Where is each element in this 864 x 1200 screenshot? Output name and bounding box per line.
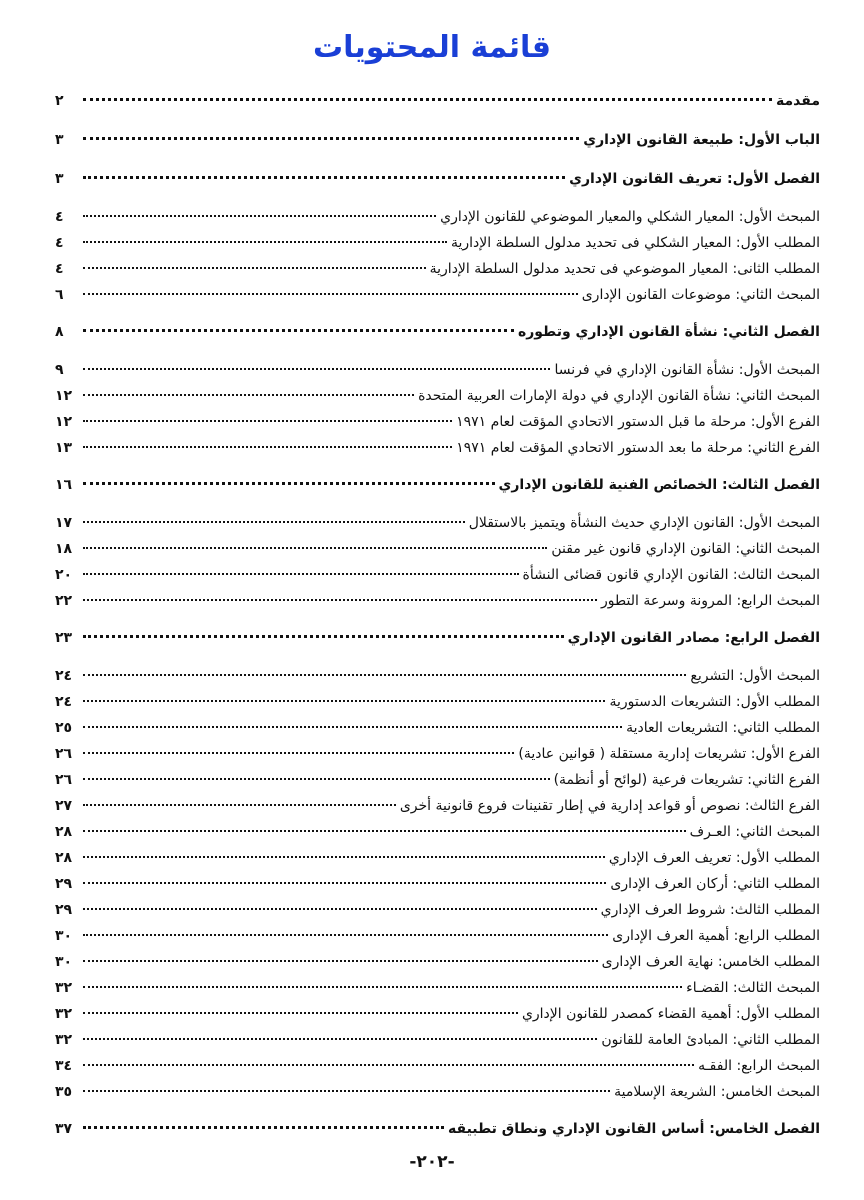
dot-leader [83,547,547,549]
toc-entry-page-number: ٤ [55,261,64,277]
toc-entry-label: الفصل الثالث: الخصائص الفنية للقانون الإداري [498,477,820,493]
toc-entry [55,1115,820,1144]
dot-leader [83,804,396,806]
toc-entry-label: المطلب الأول: أهمية القضاء كمصدر للقانون الإداري [521,1006,820,1022]
dot-leader [83,368,550,370]
toc-entry-label: الفصل الخامس: أساس القانون الإداري ونطاق تطبيقه [448,1121,820,1137]
dot-leader [83,674,686,676]
toc-entry [55,1079,820,1105]
toc-entry-label: المبحث الثاني: العـرف [689,824,820,840]
page-title: قائمة المحتويات [313,30,551,65]
toc-entry-page-number: ٢٦ [55,746,73,762]
toc-entry-page-number: ٣ [55,132,64,148]
toc-entry-page-number: ٢ [55,93,64,109]
toc-entry-label: الفصل الرابع: مصادر القانون الإداري [567,630,820,646]
toc-entry-label: المبحث الرابع: المرونة وسرعة التطور [601,593,820,609]
toc-entry-page-number: ٣٠ [55,928,73,944]
page-number: -٢٠٢- [409,1152,455,1172]
toc-entry [55,318,820,347]
toc-entry [55,689,820,715]
toc-entry-label: الباب الأول: طبيعة القانون الإداري [583,132,820,148]
toc-entry-page-number: ٢٥ [55,720,73,736]
toc-entry-page-number: ٢٠ [55,567,73,583]
toc-entry-page-number: ١٦ [55,477,73,493]
dot-leader [83,1126,444,1129]
toc-entry [55,165,820,194]
toc-entry-label: الفرع الثاني: تشريعات فرعية (لوائح أو أنظمة) [553,772,820,788]
dot-leader [83,573,519,575]
toc-entry-label: المبحث الأول: التشريع [690,668,820,684]
toc-entry [55,87,820,116]
dot-leader [83,293,578,295]
dot-leader [83,934,608,936]
dot-leader [83,882,606,884]
toc-entry [55,845,820,871]
toc-entry-label: المطلب الثاني: أركان العرف الإدارى [610,876,820,892]
toc-entry-page-number: ٢٣ [55,630,73,646]
dot-leader [83,908,597,910]
toc-entry-label: المطلب الثانى: المعيار الموضوعي فى تحديد مدلول السلطة الإدارية [429,261,820,277]
toc-entry [55,1027,820,1053]
toc-entry-page-number: ٣٢ [55,980,73,996]
toc-entry [55,204,820,230]
dot-leader [83,856,605,858]
toc-entry-label: الفرع الثالث: نصوص أو قواعد إدارية في إطار تقنينات فروع قانونية أخرى [399,798,820,814]
toc-entry [55,409,820,435]
dot-leader [83,1090,610,1092]
dot-leader [83,329,514,332]
toc-entry-label: المطلب الأول: التشريعات الدستورية [609,694,820,710]
toc-entry-page-number: ٢٩ [55,902,73,918]
toc-entry [55,819,820,845]
toc-entry-label: المطلب الخامس: نهاية العرف الإدارى [601,954,820,970]
toc-entry-page-number: ٢٦ [55,772,73,788]
toc-entry-page-number: ١٢ [55,388,73,404]
toc-entry [55,871,820,897]
toc-entry-page-number: ٣٢ [55,1032,73,1048]
toc-entry [55,663,820,689]
toc-entry [55,256,820,282]
toc-entry [55,510,820,536]
dot-leader [83,176,565,179]
toc-entry-label: الفصل الثاني: نشأة القانون الإداري وتطوره [517,324,820,340]
toc-entry-page-number: ٣ [55,171,64,187]
toc-entry-label: الفرع الثاني: مرحلة ما بعد الدستور الاتحادي المؤقت لعام ١٩٧١ [456,440,820,456]
toc-entry-label: المبحث الثالث: القضـاء [686,980,820,996]
dot-leader [83,960,598,962]
dot-leader [83,420,452,422]
toc-entry [55,562,820,588]
dot-leader [83,635,564,638]
toc-entry-page-number: ٢٨ [55,824,73,840]
toc-entry [55,923,820,949]
toc-entry-page-number: ٣٥ [55,1084,73,1100]
toc-entry [55,588,820,614]
dot-leader [83,986,682,988]
toc-entry-page-number: ٨ [55,324,64,340]
toc-entry-label: الفرع الأول: تشريعات إدارية مستقلة ( قوانين عادية) [518,746,820,762]
toc-entry [55,536,820,562]
toc-entry-page-number: ١٢ [55,414,73,430]
dot-leader [83,482,495,485]
toc-entry-page-number: ٢٢ [55,593,73,609]
toc-entry-page-number: ٢٧ [55,798,73,814]
toc-entry-page-number: ٢٩ [55,876,73,892]
toc-entry-page-number: ٣٤ [55,1058,73,1074]
toc-entry-label: المبحث الثاني: موضوعات القانون الإدارى [581,287,820,303]
dot-leader [83,726,622,728]
toc-entry-page-number: ٤ [55,209,64,225]
toc-entry-label: المطلب الأول: المعيار الشكلي فى تحديد مدلول السلطة الإدارية [450,235,820,251]
dot-leader [83,752,514,754]
dot-leader [83,394,414,396]
toc-entry-page-number: ٣٢ [55,1006,73,1022]
dot-leader [83,446,452,448]
toc-entry-label: المطلب الثاني: المبادئ العامة للقانون [601,1032,820,1048]
toc-entry-page-number: ١٨ [55,541,73,557]
toc-entry-label: المبحث الثاني: نشأة القانون الإداري في دولة الإمارات العربية المتحدة [418,388,820,404]
toc-entry-page-number: ٢٨ [55,850,73,866]
toc-entry [55,1001,820,1027]
dot-leader [83,1038,597,1040]
dot-leader [83,1064,694,1066]
toc-entry [55,282,820,308]
toc-entry-label: الفرع الأول: مرحلة ما قبل الدستور الاتحادي المؤقت لعام ١٩٧١ [456,414,820,430]
toc-entry-page-number: ١٣ [55,440,73,456]
toc-entry-label: مقدمة [776,93,820,109]
toc-entry-label: المطلب الأول: تعريف العرف الإداري [608,850,820,866]
dot-leader [83,778,550,780]
toc-entry-page-number: ٩ [55,362,64,378]
dot-leader [83,521,465,523]
toc-entry-label: المبحث الأول: القانون الإداري حديث النشأة ويتميز بالاستقلال [468,515,820,531]
toc-entry-label: المبحث الثاني: القانون الإداري قانون غير مقنن [551,541,820,557]
toc-entry [55,230,820,256]
dot-leader [83,1012,518,1014]
dot-leader [83,267,426,269]
toc-entry-label: المبحث الأول: نشأة القانون الإداري في فرنسا [554,362,820,378]
toc-entry-label: المبحث الثالث: القانون الإداري قانون قضائى النشأة [522,567,820,583]
toc-entry-label: الفصل الأول: تعريف القانون الإداري [569,171,820,187]
toc-entry-label: المبحث الرابع: الفقـه [698,1058,820,1074]
dot-leader [83,241,447,243]
toc-entry-page-number: ١٧ [55,515,73,531]
toc-entry [55,949,820,975]
toc-entry-page-number: ٦ [55,287,64,303]
toc-entry [55,715,820,741]
toc-entry [55,435,820,461]
dot-leader [83,215,436,217]
toc-entry [55,126,820,155]
toc-entry-label: المطلب الرابع: أهمية العرف الإدارى [612,928,820,944]
toc-entry-label: المبحث الخامس: الشريعة الإسلامية [614,1084,820,1100]
toc-entry [55,383,820,409]
dot-leader [83,137,579,140]
toc-entry-page-number: ٢٤ [55,668,73,684]
toc-entry [55,471,820,500]
toc-entry-page-number: ٣٧ [55,1121,73,1137]
dot-leader [83,700,605,702]
toc-entry-page-number: ٢٤ [55,694,73,710]
toc-entry-label: المطلب الثالث: شروط العرف الإداري [600,902,820,918]
toc-entry-page-number: ٣٠ [55,954,73,970]
toc-entry [55,1053,820,1079]
toc-entry-label: المطلب الثاني: التشريعات العادية [626,720,820,736]
dot-leader [83,599,597,601]
toc-entry-page-number: ٤ [55,235,64,251]
dot-leader [83,98,772,101]
table-of-contents [55,87,820,1144]
toc-entry [55,357,820,383]
toc-entry [55,793,820,819]
toc-entry [55,767,820,793]
toc-entry [55,624,820,653]
toc-entry [55,897,820,923]
toc-entry [55,741,820,767]
toc-entry [55,975,820,1001]
dot-leader [83,830,686,832]
toc-entry-label: المبحث الأول: المعيار الشكلي والمعيار الموضوعي للقانون الإداري [440,209,820,225]
